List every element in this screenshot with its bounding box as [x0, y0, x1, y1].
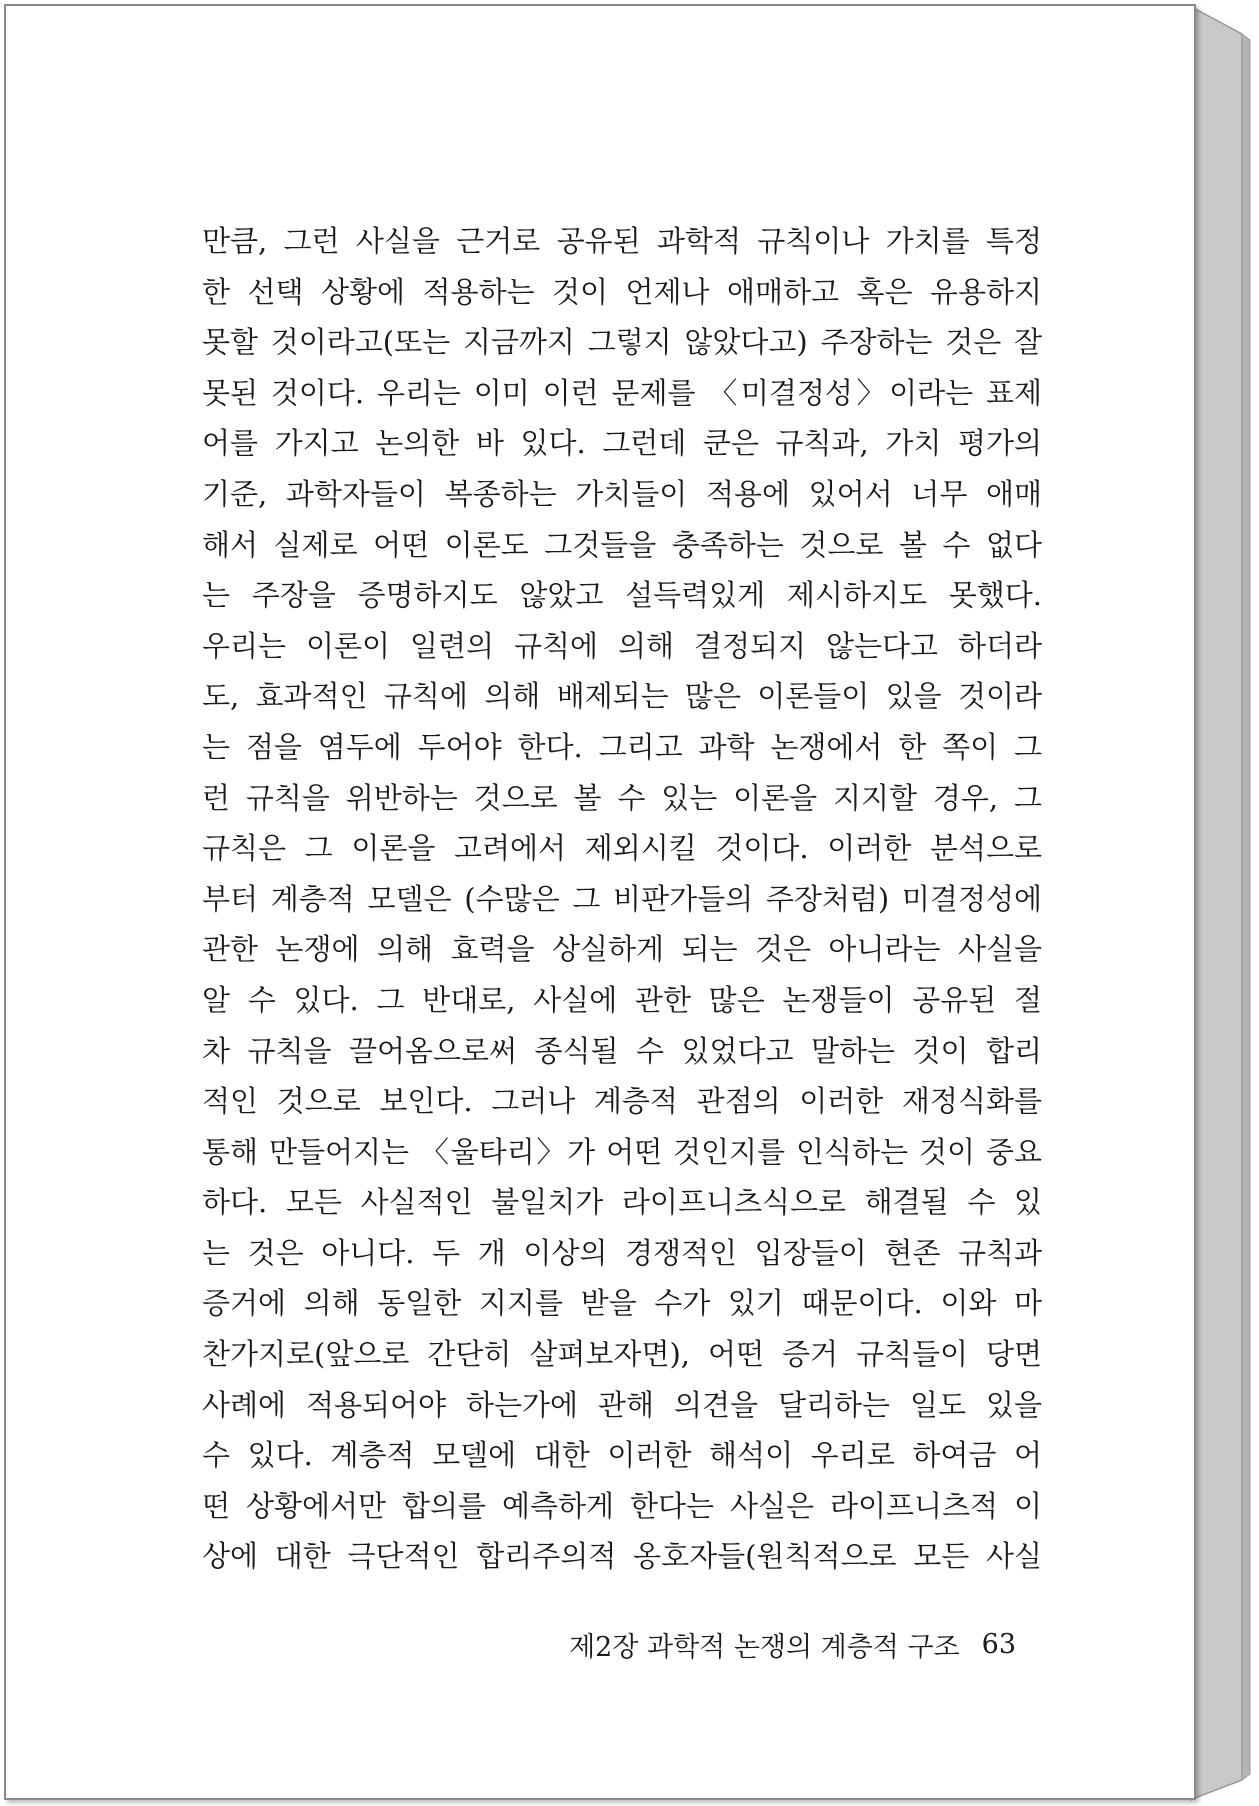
body-text: [202, 216, 1042, 1582]
text-line: 하다. 모든 사실적인 불일치가 라이프니츠식으로 해결될 수 있: [202, 1185, 1042, 1220]
text-line: 차 규칙을 끌어옴으로써 종식될 수 있었다고 말하는 것이 합리: [202, 1033, 1042, 1068]
text-line: 증거에 의해 동일한 지지를 받을 수가 있기 때문이다. 이와 마: [202, 1286, 1042, 1321]
text-line: 못된 것이다. 우리는 이미 이런 문제를 〈미결정성〉이라는 표제: [202, 375, 1042, 410]
text-line: 통해 만들어지는 〈울타리〉가 어떤 것인지를 인식하는 것이 중요: [202, 1134, 1042, 1169]
text-line: 우리는 이론이 일련의 규칙에 의해 결정되지 않는다고 하더라: [202, 628, 1042, 663]
text-line: 부터 계층적 모델은 (수많은 그 비판가들의 주장처럼) 미결정성에: [202, 881, 1042, 916]
text-line: 런 규칙을 위반하는 것으로 볼 수 있는 이론을 지지할 경우, 그: [202, 780, 1042, 815]
text-line: 찬가지로(앞으로 간단히 살펴보자면), 어떤 증거 규칙들이 당면: [202, 1337, 1042, 1372]
text-line: 한 선택 상황에 적용하는 것이 언제나 애매하고 혹은 유용하지: [202, 274, 1042, 309]
text-line: 알 수 있다. 그 반대로, 사실에 관한 많은 논쟁들이 공유된 절: [202, 982, 1042, 1017]
text-line: 는 점을 염두에 두어야 한다. 그리고 과학 논쟁에서 한 쪽이 그: [202, 729, 1042, 764]
text-line: 적인 것으로 보인다. 그러나 계층적 관점의 이러한 재정식화를: [202, 1084, 1042, 1119]
text-line: 기준, 과학자들이 복종하는 가치들이 적용에 있어서 너무 애매: [202, 476, 1042, 511]
text-line: 만큼, 그런 사실을 근거로 공유된 과학적 규칙이나 가치를 특정: [202, 224, 1042, 258]
text-line: 는 것은 아니다. 두 개 이상의 경쟁적인 입장들이 현존 규칙과: [202, 1235, 1042, 1270]
text-line: 규칙은 그 이론을 고려에서 제외시킬 것이다. 이러한 분석으로: [202, 831, 1042, 866]
text-line: 떤 상황에서만 합의를 예측하게 한다는 사실은 라이프니츠적 이: [202, 1488, 1042, 1523]
page-number: 63: [981, 1628, 1016, 1660]
text-line: 관한 논쟁에 의해 효력을 상실하게 되는 것은 아니라는 사실을: [202, 932, 1042, 967]
text-line: 어를 가지고 논의한 바 있다. 그런데 쿤은 규칙과, 가치 평가의: [202, 426, 1042, 461]
text-line: 해서 실제로 어떤 이론도 그것들을 충족하는 것으로 볼 수 없다: [202, 527, 1042, 562]
text-line: 도, 효과적인 규칙에 의해 배제되는 많은 이론들이 있을 것이라: [202, 679, 1042, 714]
running-footer-chapter-title: 제2장 과학적 논쟁의 계층적 구조: [569, 1631, 960, 1663]
page: [4, 4, 1196, 1800]
page-footer: [546, 1624, 1016, 1664]
page-edge-shadow: [1190, 0, 1259, 1806]
text-line: 상에 대한 극단적인 합리주의적 옹호자들(원칙적으로 모든 사실: [202, 1539, 1042, 1574]
text-line: 는 주장을 증명하지도 않았고 설득력있게 제시하지도 못했다.: [202, 578, 1042, 613]
text-line: 사례에 적용되어야 하는가에 관해 의견을 달리하는 일도 있을: [202, 1387, 1042, 1422]
text-line: 못할 것이라고(또는 지금까지 그렇지 않았다고) 주장하는 것은 잘: [202, 325, 1042, 360]
text-line: 수 있다. 계층적 모델에 대한 이러한 해석이 우리로 하여금 어: [202, 1438, 1042, 1473]
